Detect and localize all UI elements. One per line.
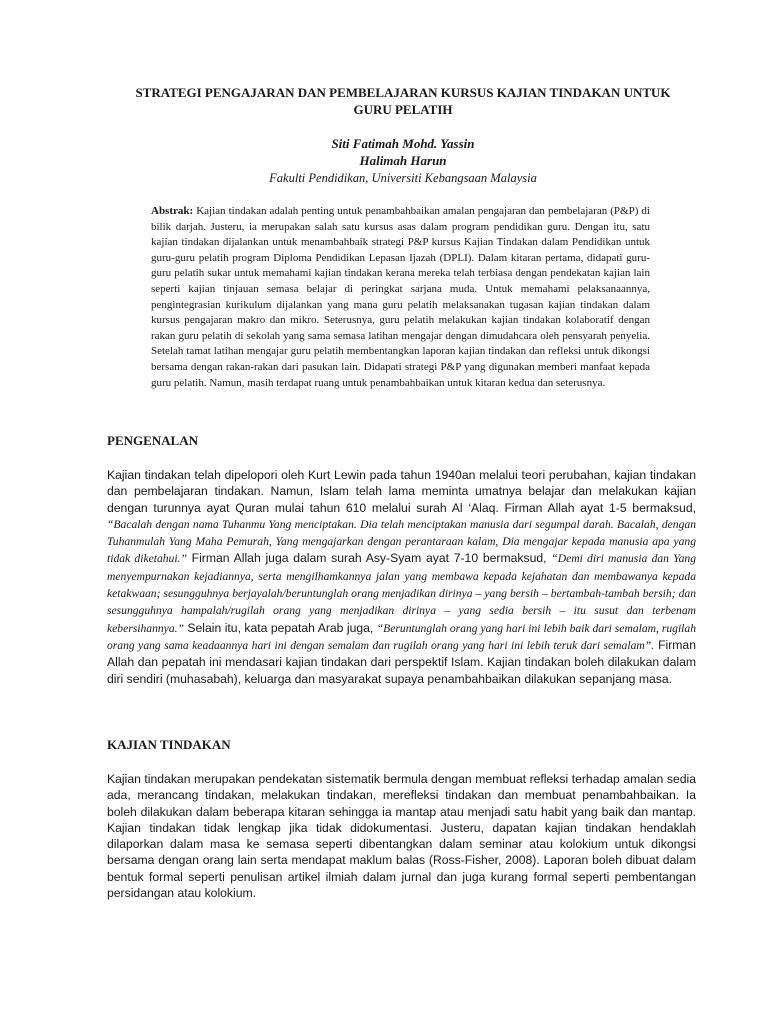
abstract-text: Kajian tindakan adalah penting untuk penambahbaikan amalan pengajaran dan pembelajaran (P&P) di bilik darjah. Justeru, ia merupakan salah satu kursus asas dalam program pendidikan guru. Dengan itu, satu kajian tindakan dijalankan untuk menambahbaik strategi P&P kursus Kajian Tindakan dalam Pendidikan untuk guru-guru pelatih program Diploma Pendidikan Lepasan Ijazah (DPLI). Dalam kitaran pertama, didapati guru-guru pelatih sukar untuk memahami kajian tindakan kerana mereka telah terbiasa dengan pendekatan kajian lain seperti kajian tinjauan semasa belajar di peringkat sarjana muda. Untuk memahami pelaksanaannya, pengintegrasian kurikulum dijalankan yang mana guru pelatih melaksanakan tugasan kajian tindakan dalam kursus pengajaran makro dan mikro. Seterusnya, guru pelatih melakukan kajian tindakan kolaboratif dengan rakan guru pelatih di sekolah yang sama semasa latihan mengajar dengan dimudahcara oleh pensyarah penyelia. Setelah tamat latihan mengajar guru pelatih membentangkan laporan kajian tindakan dan refleksi untuk dikongsi bersama dengan rakan-rakan dari pasukan lain. Didapati strategi P&P yang digunakan memberi manfaat kepada guru pelatih. Namun, masih terdapat ruang untuk penambahbaikan untuk kitaran kedua dan seterusnya. <box>151 205 650 389</box>
section-heading-kajian-tindakan: KAJIAN TINDAKAN <box>107 737 231 752</box>
paragraph-text: Firman Allah dan pepatah ini mendasari kajian tindakan dari perspektif Islam. Kajian tindakan boleh dilakukan dalam diri sendiri (muhasabah), keluarga dan masyarakat supaya penambahbaikan dilakukan sepanjang masa. <box>107 637 696 686</box>
paper-title: STRATEGI PENGAJARAN DAN PEMBELAJARAN KURSUS KAJIAN TINDAKAN UNTUK GURU PELATIH <box>135 85 671 117</box>
author-name: Siti Fatimah Mohd. Yassin <box>331 136 475 151</box>
paragraph-text: Kajian tindakan merupakan pendekatan sistematik bermula dengan membuat refleksi terhadap amalan sedia ada, merancang tindakan, melakukan tindakan, merefleksi tindakan dan membuat penambahbaikan. Ia boleh dilakukan dalam beberapa kitaran sehingga ia mantap atau menjadi satu habit yang baik dan mantap. Kajian tindakan tidak lengkap jika tidak didokumentasi. Justeru, dapatan kajian tindakan hendaklah dilaporkan dalam masa ke semasa seperti dibentangkan dalam seminar atau kolokium untuk dikongsi bersama dengan orang lain serta mendapat maklum balas (Ross-Fisher, 2008). Laporan boleh dibuat dalam bentuk formal seperti penulisan artikel ilmiah dalam jurnal dan juga kurang formal seperti pembentangan persidangan atau kolokium. <box>107 772 696 901</box>
paragraph-text: Kajian tindakan telah dipelopori oleh Kurt Lewin pada tahun 1940an melalui teori perubahan, kajian tindakan dan pembelajaran tindakan. Namun, Islam telah lama meminta umatnya belajar dan melakukan kajian dengan turunnya ayat Quran mulai tahun 610 melalui surah Al ‘Alaq. Firman Allah ayat 1-5 bermaksud, <box>107 468 696 515</box>
paragraph-text: Selain itu, kata pepatah Arab juga, <box>183 620 377 635</box>
quran-quote-asy-syam: “Demi diri manusia dan Yang menyempurnakan kejadiannya, serta mengilhamkannya jalan yang membawa kepada kejahatan dan membawanya kepada ketakwaan; sesungguhnya berjayalah/beruntunglah orang menjadikan dirinya – yang bersih – bertambah-tambah bersih; dan sesungguhnya hampalah/rugilah orang yang menjadikan dirinya – yang sedia bersih – itu susut dan terbenam kebersihannya.” <box>107 552 696 635</box>
abstract <box>151 204 650 391</box>
section-paragraph-pengenalan <box>107 467 696 687</box>
section-heading-pengenalan: PENGENALAN <box>107 433 199 448</box>
abstract-label: Abstrak: <box>151 205 194 217</box>
author-affiliation: Fakulti Pendidikan, Universiti Kebangsaan Malaysia <box>269 171 537 185</box>
section-paragraph-kajian-tindakan <box>107 771 696 901</box>
author-name: Halimah Harun <box>359 153 447 168</box>
paragraph-text: Firman Allah juga dalam surah Asy-Syam ayat 7-10 bermaksud, <box>186 551 552 566</box>
quran-quote-al-alaq: “Bacalah dengan nama Tuhanmu Yang menciptakan. Dia telah menciptakan manusia dari segumpal darah. Bacalah, dengan Tuhanmulah Yang Maha Pemurah, Yang mengajarkan dengan perantaraan kalam, Dia mengajar kepada manusia apa yang tidak diketahui.” <box>107 517 696 566</box>
arab-proverb-quote: “Beruntunglah orang yang hari ini lebih baik dari semalam, rugilah orang yang sama keadaannya hari ini dengan semalam dan rugilah orang yang hari ini lebih teruk dari semalam”. <box>107 621 696 652</box>
